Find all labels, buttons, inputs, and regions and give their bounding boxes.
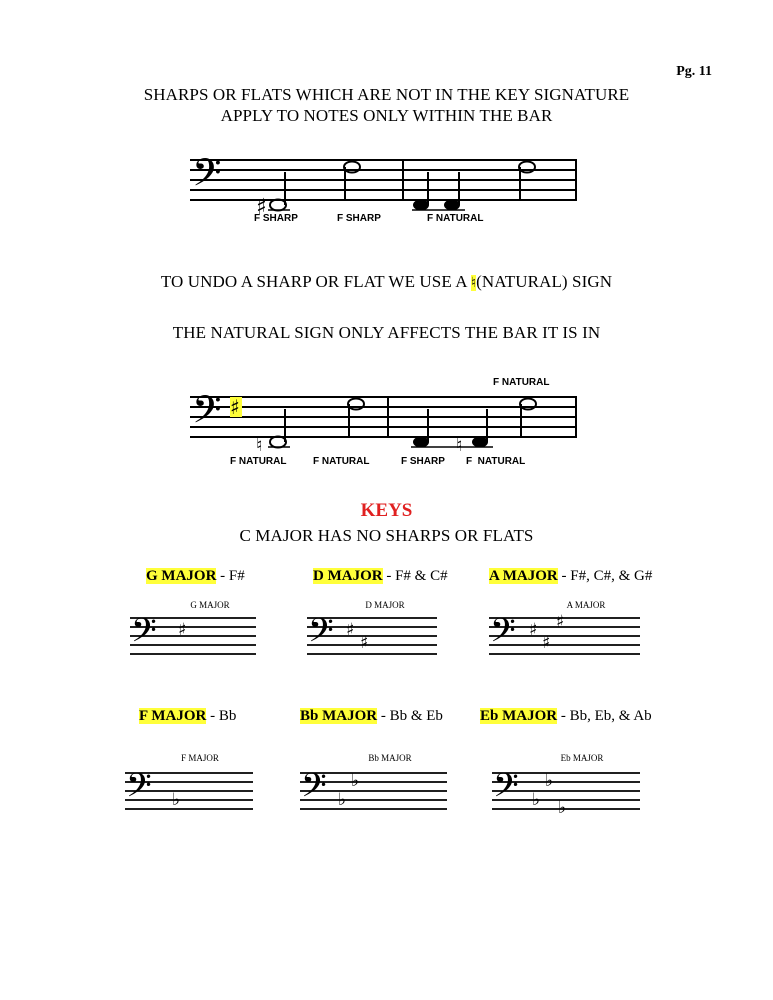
key-name: Bb MAJOR xyxy=(300,708,378,724)
staff2-label-4: F NATURAL xyxy=(466,456,526,467)
staff1-label-1: F SHARP xyxy=(254,213,298,224)
key-notes: - F# xyxy=(220,568,245,584)
natural-sign-symbol: ♮ xyxy=(471,275,477,291)
svg-text:♮: ♮ xyxy=(256,435,263,456)
svg-text:♯: ♯ xyxy=(360,633,369,653)
staff2-top-label: F NATURAL xyxy=(493,377,550,388)
staff-label-eb-major: Eb MAJOR xyxy=(560,753,604,763)
key-name: G MAJOR xyxy=(146,568,217,584)
c-major-line: C MAJOR HAS NO SHARPS OR FLATS xyxy=(239,526,534,545)
svg-text:♭: ♭ xyxy=(558,798,567,818)
svg-text:𝄢: 𝄢 xyxy=(126,767,152,813)
svg-text:𝄢: 𝄢 xyxy=(493,767,519,813)
staff-label-d-major: D MAJOR xyxy=(365,600,405,610)
key-notes: - Bb xyxy=(210,708,237,724)
staff2-label-2: F NATURAL xyxy=(313,456,370,467)
svg-text:𝄢: 𝄢 xyxy=(131,612,157,658)
svg-text:♯: ♯ xyxy=(529,620,538,640)
svg-text:𝄢: 𝄢 xyxy=(192,150,222,204)
staff1-label-3: F NATURAL xyxy=(427,213,484,224)
key-notes: - F#, C#, & G# xyxy=(561,568,653,584)
staff2-label-3: F SHARP xyxy=(401,456,445,467)
staff1-label-2: F SHARP xyxy=(337,213,381,224)
svg-text:𝄢: 𝄢 xyxy=(192,387,222,441)
svg-text:♯: ♯ xyxy=(346,620,355,640)
key-name: D MAJOR xyxy=(313,568,383,584)
natural-sentence-before: TO UNDO A SHARP OR FLAT WE USE A xyxy=(160,272,467,291)
svg-text:♯: ♯ xyxy=(178,620,187,640)
svg-text:♯: ♯ xyxy=(256,195,267,220)
natural-rule: THE NATURAL SIGN ONLY AFFECTS THE BAR IT IS IN xyxy=(172,323,601,342)
key-notes: - Bb & Eb xyxy=(380,708,443,724)
svg-text:𝄢: 𝄢 xyxy=(301,767,327,813)
keys-heading: KEYS xyxy=(360,500,413,521)
svg-text:♭: ♭ xyxy=(338,790,347,810)
svg-text:♯: ♯ xyxy=(556,612,565,632)
svg-text:𝄢: 𝄢 xyxy=(308,612,334,658)
staff-label-f-major: F MAJOR xyxy=(181,753,219,763)
intro-line-1: SHARPS OR FLATS WHICH ARE NOT IN THE KEY SIGNATURE xyxy=(143,85,630,104)
staff-label-bb-major: Bb MAJOR xyxy=(368,753,412,763)
svg-text:♭: ♭ xyxy=(532,790,541,810)
key-notes: - Bb, Eb, & Ab xyxy=(560,708,652,724)
svg-text:♯: ♯ xyxy=(230,395,240,419)
key-name: A MAJOR xyxy=(489,568,558,584)
page-number: Pg. 11 xyxy=(676,64,712,79)
svg-text:♯: ♯ xyxy=(542,633,551,653)
svg-text:♮: ♮ xyxy=(456,435,463,456)
staff-label-g-major: G MAJOR xyxy=(190,600,230,610)
key-notes: - F# & C# xyxy=(386,568,448,584)
key-name: Eb MAJOR xyxy=(480,708,558,724)
intro-line-2: APPLY TO NOTES ONLY WITHIN THE BAR xyxy=(220,106,553,125)
svg-text:♭: ♭ xyxy=(172,790,181,810)
staff-label-a-major: A MAJOR xyxy=(566,600,606,610)
svg-text:𝄢: 𝄢 xyxy=(490,612,516,658)
svg-text:♭: ♭ xyxy=(351,771,360,791)
key-name: F MAJOR xyxy=(139,708,207,724)
svg-text:♭: ♭ xyxy=(545,771,554,791)
natural-sentence-after: (NATURAL) SIGN xyxy=(476,272,613,291)
staff2-label-1: F NATURAL xyxy=(230,456,287,467)
